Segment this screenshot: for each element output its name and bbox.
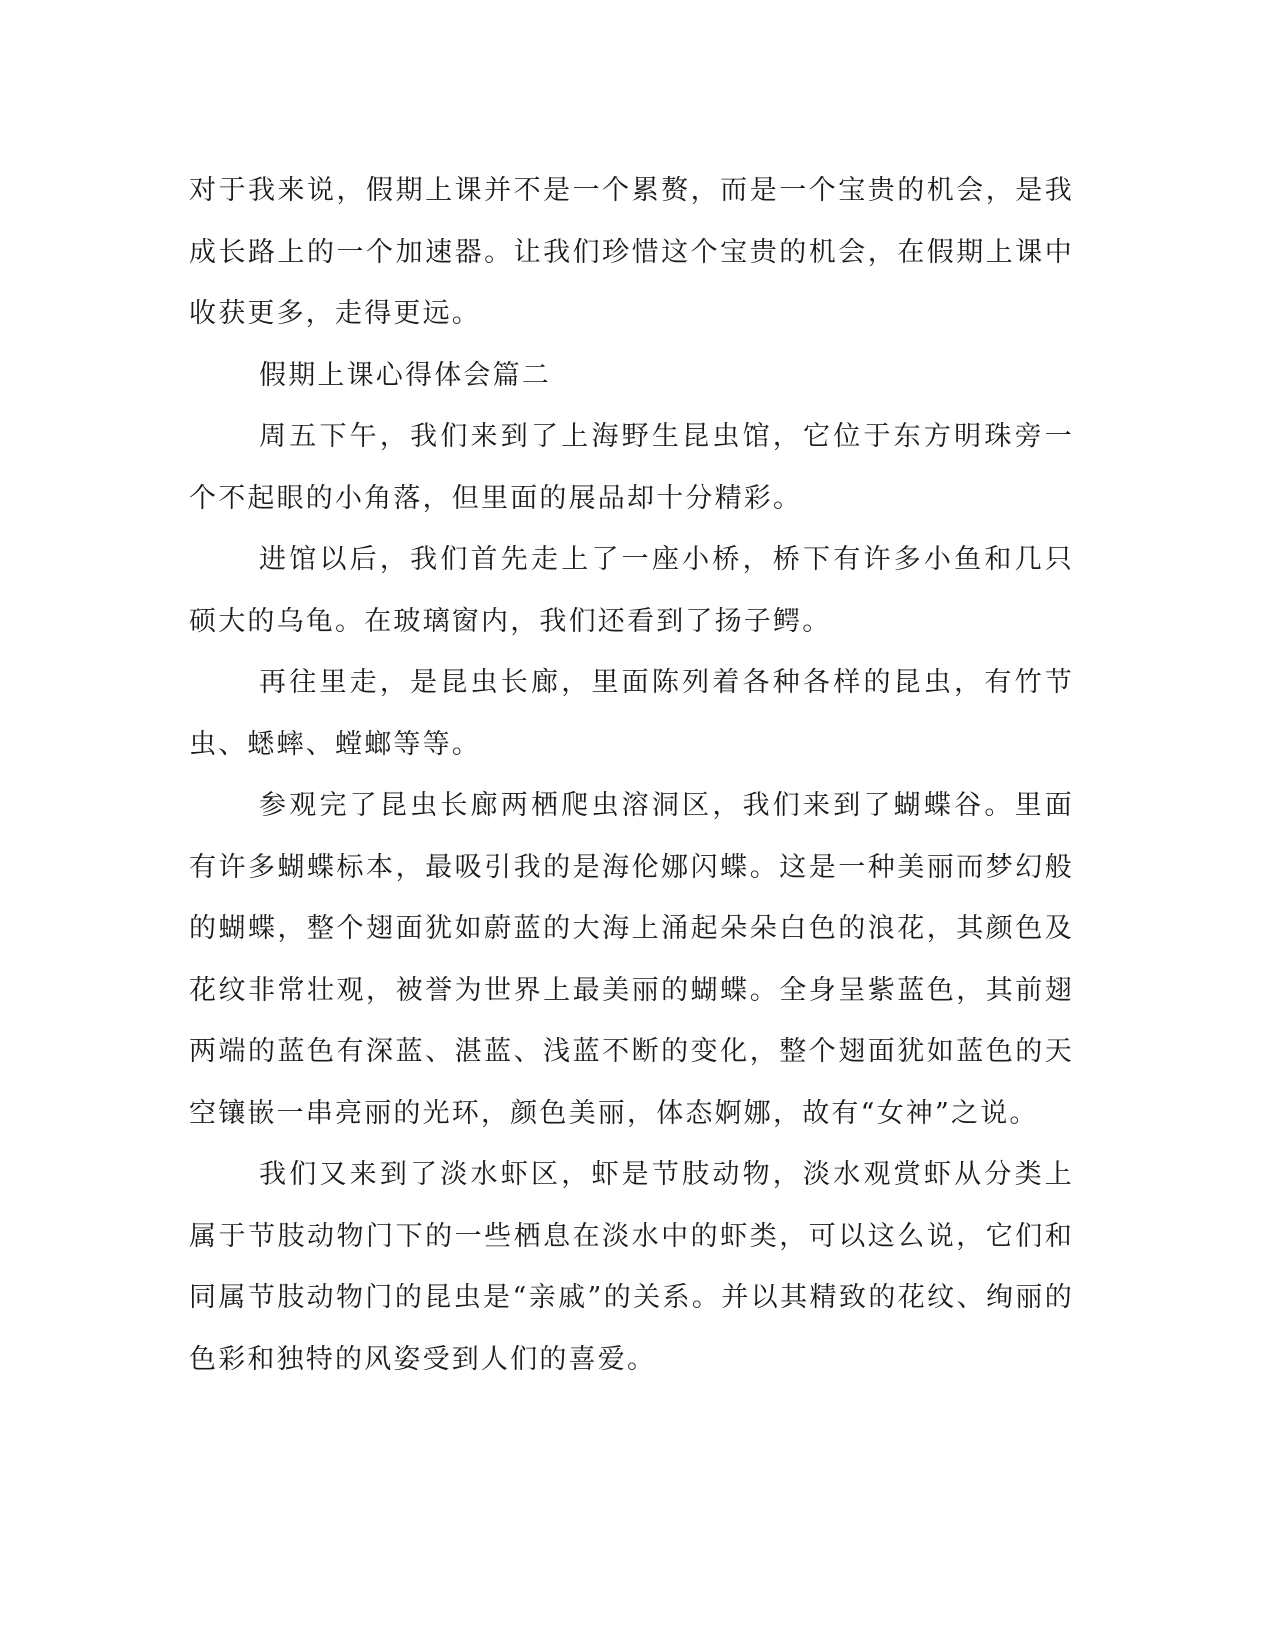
paragraph-conclusion: 对于我来说，假期上课并不是一个累赘，而是一个宝贵的机会，是我成长路上的一个加速器。让我们珍惜这个宝贵的机会，在假期上课中收获更多，走得更远。 (189, 175, 1074, 329)
paragraph-insect-corridor: 再往里走，是昆虫长廊，里面陈列着各种各样的昆虫，有竹节虫、蟋蟀、螳螂等等。 (189, 667, 1074, 760)
document-body (189, 160, 1074, 1390)
paragraph-intro: 周五下午，我们来到了上海野生昆虫馆，它位于东方明珠旁一个不起眼的小角落，但里面的展品却十分精彩。 (189, 421, 1074, 514)
paragraph-butterfly-valley: 参观完了昆虫长廊两栖爬虫溶洞区，我们来到了蝴蝶谷。里面有许多蝴蝶标本，最吸引我的是海伦娜闪蝶。这是一种美丽而梦幻般的蝴蝶，整个翅面犹如蔚蓝的大海上涌起朵朵白色的浪花，其颜色及花纹非常壮观，被誉为世界上最美丽的蝴蝶。全身呈紫蓝色，其前翅两端的蓝色有深蓝、湛蓝、浅蓝不断的变化，整个翅面犹如蓝色的天空镶嵌一串亮丽的光环，颜色美丽，体态婀娜，故有“女神”之说。 (189, 790, 1074, 1129)
paragraph-bridge: 进馆以后，我们首先走上了一座小桥，桥下有许多小鱼和几只硕大的乌龟。在玻璃窗内，我们还看到了扬子鳄。 (189, 544, 1074, 637)
paragraph-shrimp-area: 我们又来到了淡水虾区，虾是节肢动物，淡水观赏虾从分类上属于节肢动物门下的一些栖息在淡水中的虾类，可以这么说，它们和同属节肢动物门的昆虫是“亲戚”的关系。并以其精致的花纹、绚丽的色彩和独特的风姿受到人们的喜爱。 (189, 1159, 1074, 1375)
section-heading: 假期上课心得体会篇二 (259, 359, 551, 391)
